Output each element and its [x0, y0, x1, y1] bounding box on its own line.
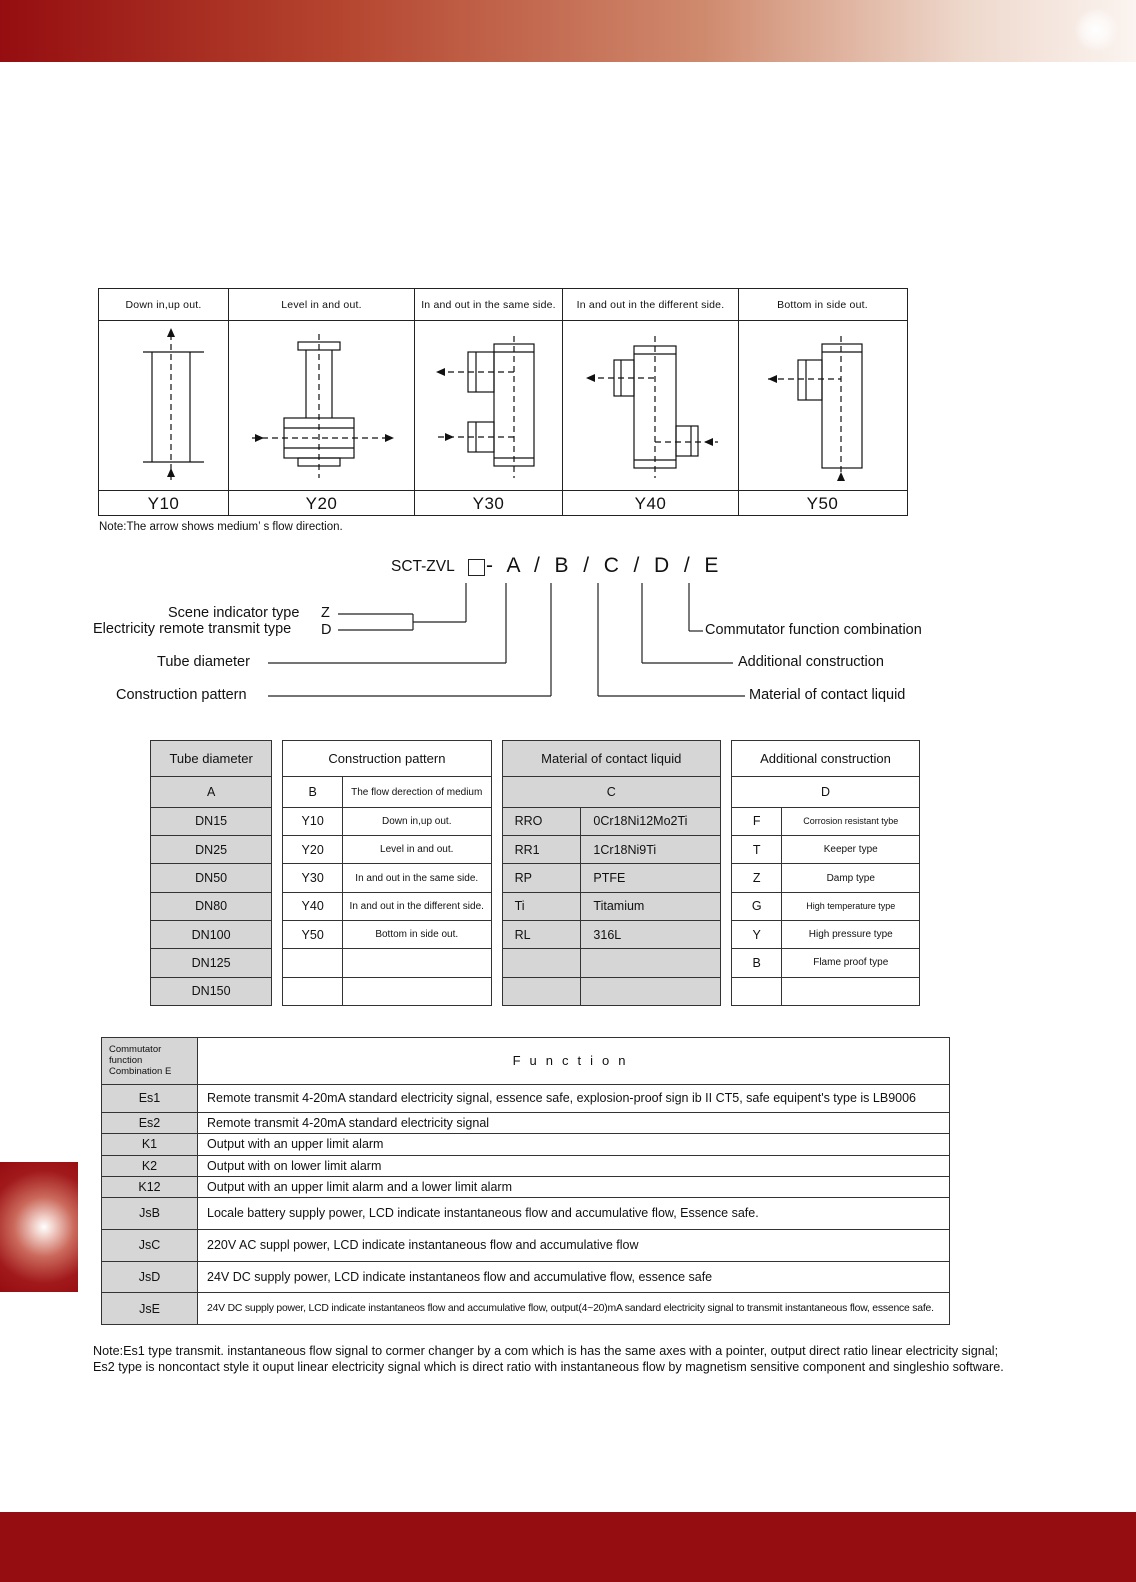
function-code: K2	[102, 1155, 198, 1176]
material-contact-label: Material of contact liquid	[749, 687, 906, 703]
function-desc: Remote transmit 4-20mA standard electricity signal	[198, 1113, 950, 1134]
material-code	[502, 949, 581, 977]
construction-code: Y40	[283, 892, 343, 920]
material-name	[581, 977, 720, 1005]
selection-row	[151, 920, 920, 948]
construction-code: Y50	[283, 920, 343, 948]
flow-code-y40: Y40	[563, 491, 739, 516]
flow-code-row	[99, 491, 907, 516]
flow-header-y40: In and out in the different side.	[563, 289, 739, 320]
selection-row	[151, 864, 920, 892]
function-code: JsE	[102, 1293, 198, 1325]
selection-row	[151, 949, 920, 977]
banner-glow	[1074, 8, 1118, 52]
construction-pattern-header: Construction pattern	[283, 741, 491, 777]
function-desc: Output with an upper limit alarm	[198, 1134, 950, 1155]
function-code-header	[102, 1038, 198, 1085]
tube-diameter-label: Tube diameter	[157, 654, 250, 670]
note-line-2: Es2 type is noncontact style it ouput linear electricity signal which is direct ratio with instantaneous flow by magnetism sensitive component and singleshio software.	[93, 1360, 1004, 1374]
construction-desc: In and out in the same side.	[342, 864, 491, 892]
side-tab-decoration	[0, 1162, 78, 1292]
material-name: 316L	[581, 920, 720, 948]
function-row	[102, 1229, 950, 1261]
bottom-banner	[0, 1512, 1136, 1582]
flow-code-y30: Y30	[415, 491, 563, 516]
model-code-diagram	[93, 552, 943, 722]
tube-dn: DN15	[151, 807, 272, 835]
construction-code: Y20	[283, 836, 343, 864]
selection-header-row	[151, 741, 920, 777]
flowmeter-y30-drawing	[415, 321, 563, 490]
col-a-label: A	[151, 777, 272, 807]
function-code: K1	[102, 1134, 198, 1155]
function-row	[102, 1084, 950, 1112]
additional-desc: Damp type	[782, 864, 920, 892]
function-desc: Output with an upper limit alarm and a lower limit alarm	[198, 1176, 950, 1197]
tube-dn: DN125	[151, 949, 272, 977]
flow-header-row	[99, 289, 907, 321]
flowmeter-y10-drawing	[99, 321, 229, 490]
flow-code-y20: Y20	[229, 491, 415, 516]
flow-code-y10: Y10	[99, 491, 229, 516]
additional-code: F	[731, 807, 782, 835]
additional-code: Z	[731, 864, 782, 892]
construction-desc	[342, 977, 491, 1005]
selection-row	[151, 977, 920, 1005]
flow-direction-label: The flow derection of medium	[342, 777, 491, 807]
function-code-header-line1: Commutator function	[109, 1044, 162, 1067]
construction-desc: Down in,up out.	[342, 807, 491, 835]
commutator-function-label: Commutator function combination	[705, 622, 922, 638]
material-code: RRO	[502, 807, 581, 835]
top-banner	[0, 0, 1136, 62]
model-letters: - A / B / C / D / E	[486, 554, 720, 577]
flowmeter-y50-drawing	[739, 321, 906, 490]
function-desc: 220V AC suppl power, LCD indicate instantaneous flow and accumulative flow	[198, 1229, 950, 1261]
flow-header-y20: Level in and out.	[229, 289, 415, 320]
material-code	[502, 977, 581, 1005]
flow-note: Note:The arrow shows medium’ s flow direction.	[99, 521, 343, 533]
construction-desc: Bottom in side out.	[342, 920, 491, 948]
selection-row	[151, 807, 920, 835]
additional-construction-header: Additional construction	[731, 741, 919, 777]
material-code: RP	[502, 864, 581, 892]
tube-dn: DN150	[151, 977, 272, 1005]
function-desc: Locale battery supply power, LCD indicate instantaneous flow and accumulative flow, Essence safe.	[198, 1198, 950, 1229]
tube-dn: DN50	[151, 864, 272, 892]
function-row	[102, 1155, 950, 1176]
material-name	[581, 949, 720, 977]
remote-transmit-label: Electricity remote transmit type	[93, 621, 292, 637]
note-line-1: Note:Es1 type transmit. instantaneous flow signal to cormer changer by a com which is has the same axes with a pointer, output direct ratio linear electricity signal;	[93, 1344, 999, 1358]
additional-desc: Flame proof type	[782, 949, 920, 977]
function-code: JsC	[102, 1229, 198, 1261]
material-name: Titamium	[581, 892, 720, 920]
remote-transmit-code: D	[321, 622, 332, 638]
model-selection-table	[150, 740, 920, 1006]
material-name: 1Cr18Ni9Ti	[581, 836, 720, 864]
scene-indicator-label: Scene indicator type	[168, 605, 300, 621]
function-code: Es2	[102, 1113, 198, 1134]
function-desc: 24V DC supply power, LCD indicate instantaneos flow and accumulative flow, output(4~20)mA sandard electricity signal to transmit instantaneous flow, essence safe.	[198, 1293, 950, 1325]
additional-desc	[782, 977, 920, 1005]
flow-header-y50: Bottom in side out.	[777, 298, 868, 311]
function-row	[102, 1113, 950, 1134]
additional-desc: Corrosion resistant tybe	[782, 807, 920, 835]
construction-code	[283, 949, 343, 977]
additional-code	[731, 977, 782, 1005]
model-prefix: SCT-ZVL	[391, 558, 455, 575]
function-desc: Remote transmit 4-20mA standard electricity signal, essence safe, explosion-proof sign ib II CT5, safe equipent's type is LB9006	[198, 1084, 950, 1112]
function-row	[102, 1198, 950, 1229]
function-code: JsB	[102, 1198, 198, 1229]
construction-code: Y30	[283, 864, 343, 892]
function-code-header-line2: Combination E	[109, 1066, 172, 1078]
function-code: K12	[102, 1176, 198, 1197]
additional-desc: High pressure type	[782, 920, 920, 948]
tube-dn: DN80	[151, 892, 272, 920]
function-code: Es1	[102, 1084, 198, 1112]
tube-diameter-header: Tube diameter	[151, 741, 272, 777]
col-b-label: B	[283, 777, 343, 807]
flow-code-y50: Y50	[806, 493, 839, 513]
additional-desc: High temperature type	[782, 892, 920, 920]
additional-code: Y	[731, 920, 782, 948]
function-row	[102, 1176, 950, 1197]
function-row	[102, 1134, 950, 1155]
flowmeter-y20-drawing	[229, 321, 415, 490]
additional-code: B	[731, 949, 782, 977]
scene-indicator-code: Z	[321, 605, 330, 621]
function-row	[102, 1262, 950, 1293]
col-c-label: C	[502, 777, 720, 807]
material-name: PTFE	[581, 864, 720, 892]
material-code: RR1	[502, 836, 581, 864]
bottom-note	[93, 1343, 1004, 1375]
material-header: Material of contact liquid	[502, 741, 720, 777]
function-code: JsD	[102, 1262, 198, 1293]
function-header: Function	[198, 1038, 950, 1085]
col-d-label: D	[731, 777, 919, 807]
commutator-function-table	[101, 1037, 950, 1325]
function-header-row	[102, 1038, 950, 1085]
flow-header-y30: In and out in the same side.	[415, 289, 563, 320]
additional-construction-label: Additional construction	[738, 654, 884, 670]
material-name: 0Cr18Ni12Mo2Ti	[581, 807, 720, 835]
additional-code: T	[731, 836, 782, 864]
additional-code: G	[731, 892, 782, 920]
function-desc: 24V DC supply power, LCD indicate instantaneos flow and accumulative flow, essence safe	[198, 1262, 950, 1293]
function-row	[102, 1293, 950, 1325]
construction-code	[283, 977, 343, 1005]
flow-drawing-row	[99, 321, 907, 491]
additional-desc: Keeper type	[782, 836, 920, 864]
construction-pattern-label: Construction pattern	[116, 687, 247, 703]
flowmeter-y40-drawing	[563, 321, 739, 490]
construction-desc: In and out in the different side.	[342, 892, 491, 920]
selection-row	[151, 836, 920, 864]
construction-code: Y10	[283, 807, 343, 835]
selection-row	[151, 892, 920, 920]
tube-dn: DN25	[151, 836, 272, 864]
selection-sub-header-row	[151, 777, 920, 807]
material-code: Ti	[502, 892, 581, 920]
tube-dn: DN100	[151, 920, 272, 948]
material-code: RL	[502, 920, 581, 948]
flow-direction-table	[98, 288, 908, 516]
construction-desc: Level in and out.	[342, 836, 491, 864]
construction-desc	[342, 949, 491, 977]
flow-header-y10: Down in,up out.	[99, 289, 229, 320]
function-desc: Output with on lower limit alarm	[198, 1155, 950, 1176]
